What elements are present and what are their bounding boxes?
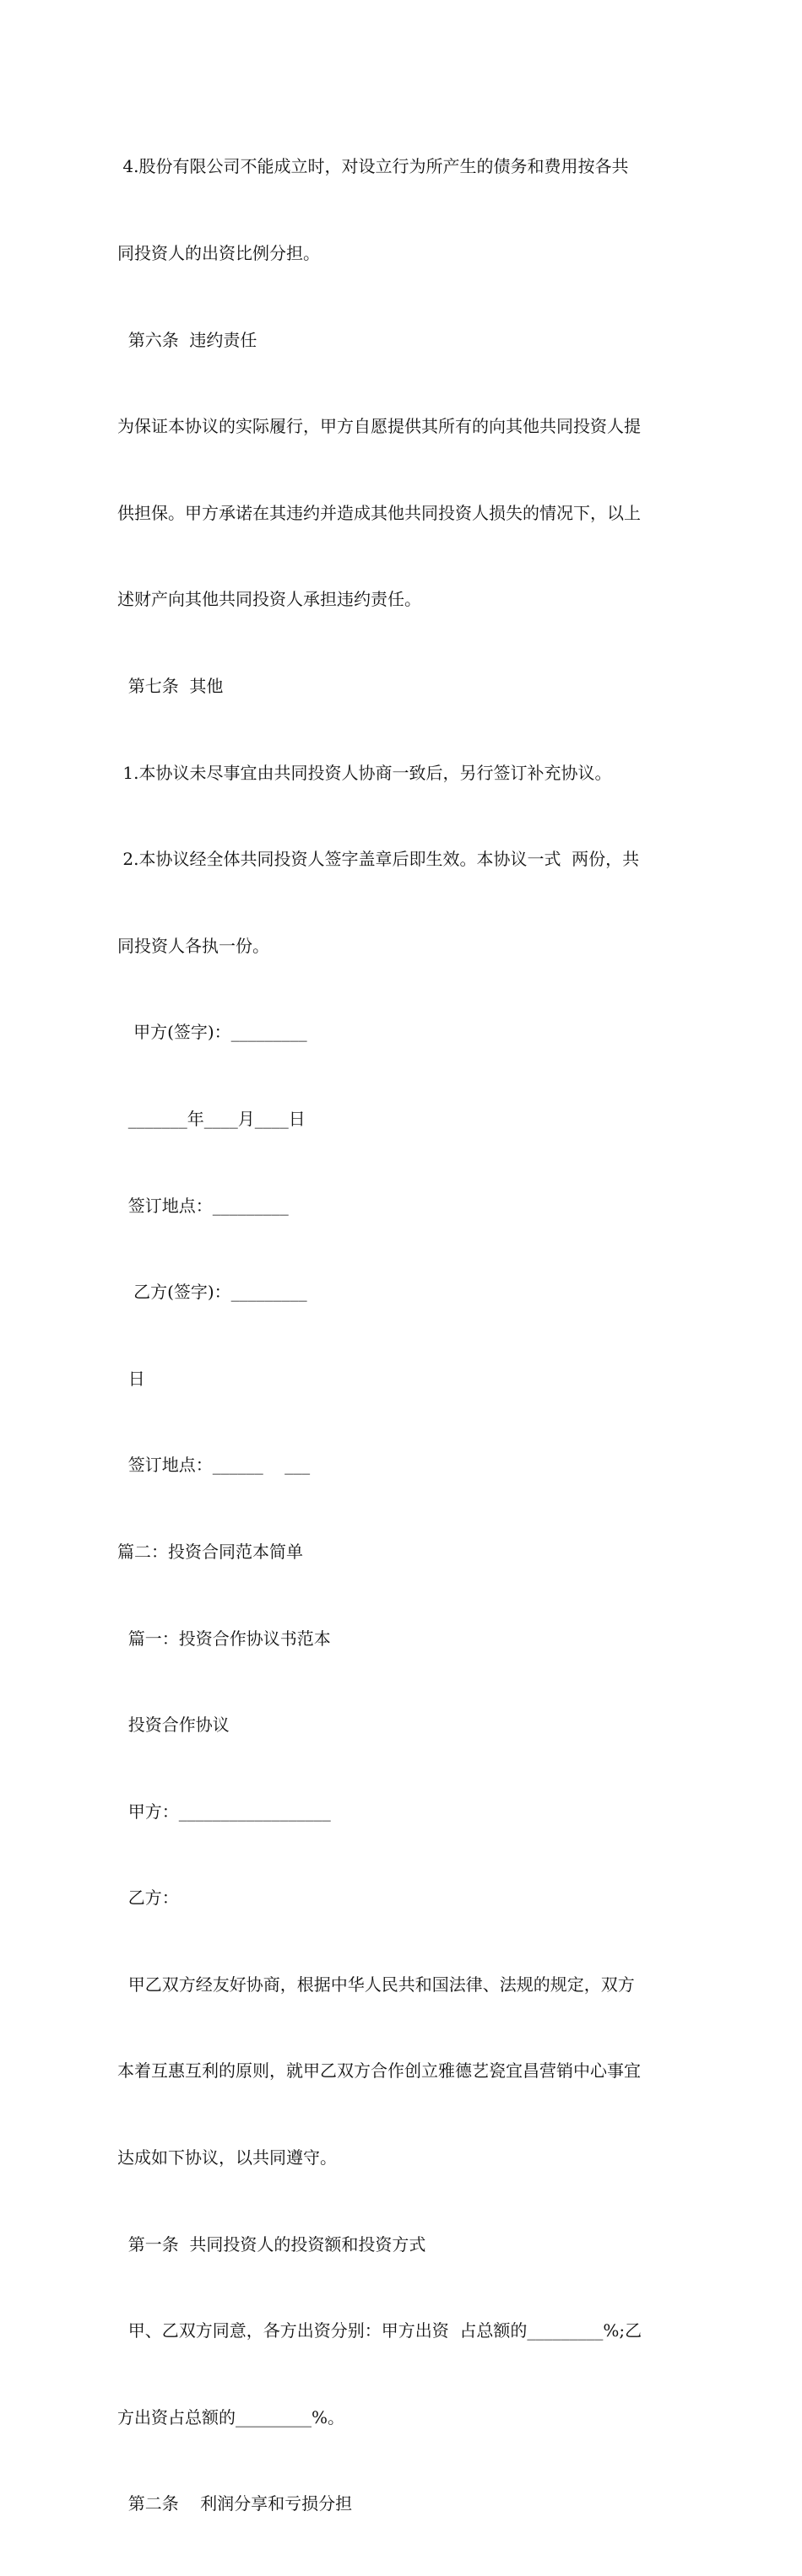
text-line: 甲、乙双方同意，各方出资分别：甲方出资 占总额的_________%;乙	[117, 2320, 642, 2341]
text-line: 1.本协议未尽事宜由共同投资人协商一致后，另行签订补充协议。	[117, 762, 612, 783]
text-line: 本着互惠互利的原则，就甲乙双方合作创立雅德艺瓷宜昌营销中心事宜	[117, 2060, 641, 2082]
text-line: 供担保。甲方承诺在其违约并造成其他共同投资人损失的情况下，以上	[117, 502, 641, 523]
document-body	[117, 95, 691, 2576]
chapter-title: 篇二：投资合同范本简单	[117, 1541, 303, 1562]
text-line: 述财产向其他共同投资人承担违约责任。	[117, 589, 421, 610]
chapter-subtitle: 篇一：投资合作协议书范本	[117, 1628, 331, 1649]
text-line: 为保证本协议的实际履行，甲方自愿提供其所有的向其他共同投资人提	[117, 416, 641, 437]
party-b-line: 乙方：	[117, 1887, 179, 1909]
date-line: _______年____月____日	[117, 1108, 306, 1129]
section-heading: 第六条 违约责任	[117, 329, 257, 350]
text-line: 同投资人各执一份。	[117, 935, 269, 956]
text-line: 达成如下协议，以共同遵守。	[117, 2147, 337, 2168]
text-line: 同投资人的出资比例分担。	[117, 243, 320, 263]
party-a-line: 甲方：__________________	[117, 1801, 331, 1822]
signature-line-party-b: 乙方(签字)：_________	[117, 1282, 307, 1303]
signing-place-line: 签订地点：_________	[117, 1195, 289, 1216]
agreement-title: 投资合作协议	[117, 1715, 230, 1736]
section-heading: 第七条 其他	[117, 675, 224, 696]
text-line: 4.股份有限公司不能成立时，对设立行为所产生的债务和费用按各共	[117, 156, 629, 177]
text-line: 甲乙双方经友好协商，根据中华人民共和国法律、法规的规定，双方	[117, 1974, 635, 1995]
section-heading: 第二条 利润分享和亏损分担	[117, 2493, 353, 2514]
signature-line-party-a: 甲方(签字)：_________	[117, 1022, 307, 1043]
date-line: 日	[117, 1368, 145, 1389]
text-line: 方出资占总额的_________%。	[117, 2406, 345, 2427]
section-heading: 第一条 共同投资人的投资额和投资方式	[117, 2233, 426, 2255]
text-line: 2.本协议经全体共同投资人签字盖章后即生效。本协议一式 两份，共	[117, 849, 640, 870]
signing-place-line: 签订地点：______ ___	[117, 1455, 311, 1476]
